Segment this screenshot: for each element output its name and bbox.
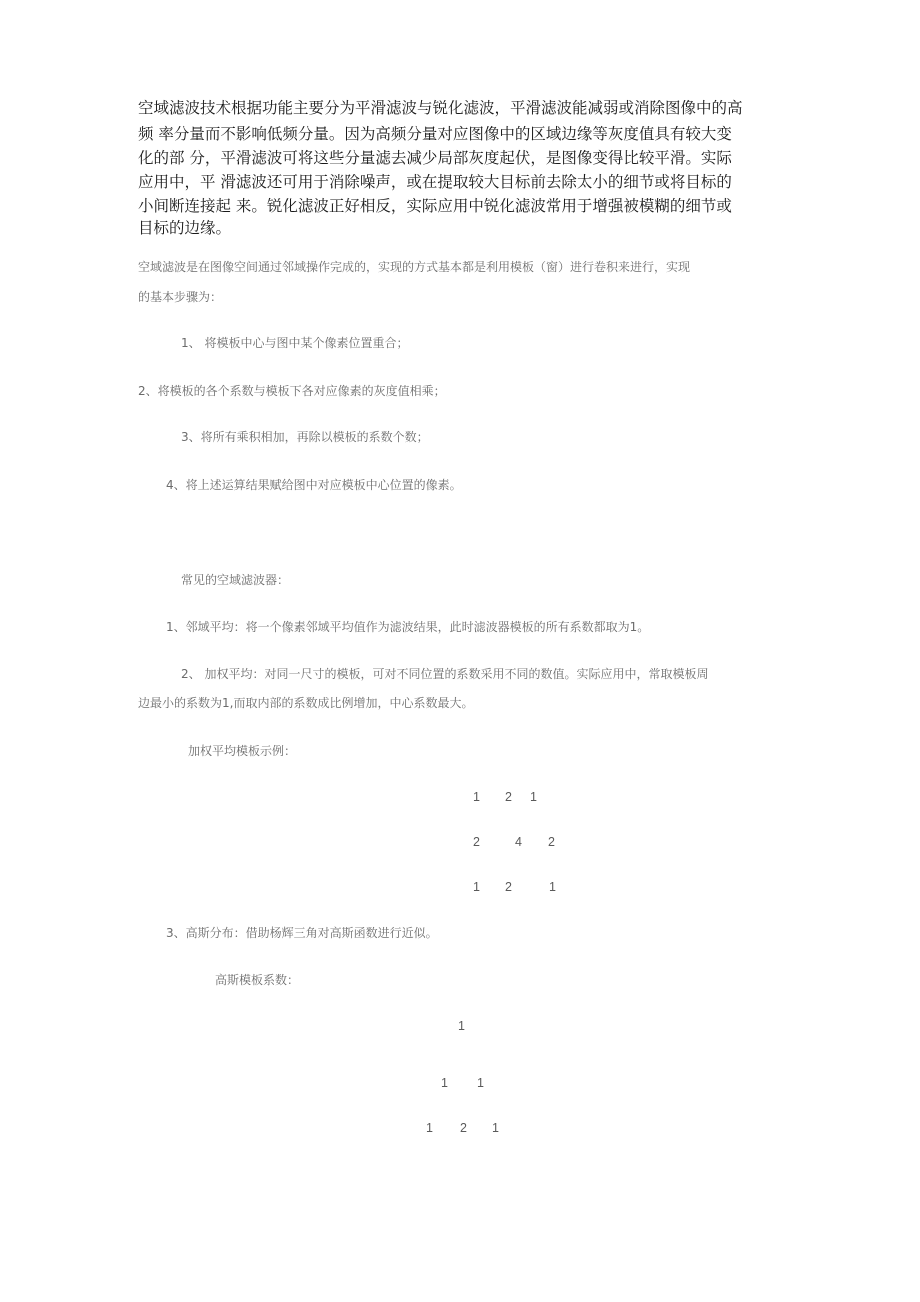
step-item: 2、将模板的各个系数与模板下各对应像素的灰度值相乘； — [138, 384, 446, 398]
matrix-cell: 2 — [505, 790, 512, 804]
filter-item-weighted: 2、 加权平均：对同一尺寸的模板，可对不同位置的系数采用不同的数值。实际应用中，常取模板周 — [181, 667, 709, 681]
intro-line: 化的部 分，平滑滤波可将这些分量滤去减少局部灰度起伏，是图像变得比较平滑。实际 — [138, 149, 732, 167]
triangle-cell: 1 — [426, 1121, 433, 1135]
matrix-cell: 1 — [473, 880, 480, 894]
method-line: 空域滤波是在图像空间通过邻域操作完成的，实现的方式基本都是利用模板（窗）进行卷积来进行，实现 — [138, 260, 691, 274]
intro-line: 频 率分量而不影响低频分量。因为高频分量对应图像中的区域边缘等灰度值具有较大变 — [138, 125, 732, 143]
gaussian-template-caption: 高斯模板系数： — [215, 973, 300, 987]
filter-item-weighted-cont: 边最小的系数为1,而取内部的系数成比例增加，中心系数最大。 — [138, 696, 474, 710]
method-line: 的基本步骤为： — [138, 290, 223, 304]
weighted-template-caption: 加权平均模板示例： — [188, 744, 297, 758]
matrix-cell: 2 — [473, 835, 480, 849]
triangle-cell: 2 — [460, 1121, 467, 1135]
triangle-cell: 1 — [458, 1019, 465, 1033]
filter-item-mean: 1、邻域平均：将一个像素邻域平均值作为滤波结果，此时滤波器模板的所有系数都取为1。 — [166, 620, 650, 634]
triangle-cell: 1 — [477, 1076, 484, 1090]
step-item: 1、 将模板中心与图中某个像素位置重合； — [181, 336, 409, 350]
matrix-cell: 2 — [505, 880, 512, 894]
matrix-cell: 1 — [530, 790, 537, 804]
intro-line: 应用中，平 滑滤波还可用于消除噪声，或在提取较大目标前去除太小的细节或将目标的 — [138, 173, 732, 191]
triangle-cell: 1 — [492, 1121, 499, 1135]
filters-heading: 常见的空域滤波器： — [181, 573, 290, 587]
intro-line: 空域滤波技术根据功能主要分为平滑滤波与锐化滤波，平滑滤波能减弱或消除图像中的高 — [138, 99, 743, 117]
intro-line: 小间断连接起 来。锐化滤波正好相反，实际应用中锐化滤波常用于增强被模糊的细节或 — [138, 197, 732, 215]
matrix-cell: 2 — [548, 835, 555, 849]
intro-line: 目标的边缘。 — [138, 219, 232, 237]
matrix-cell: 1 — [473, 790, 480, 804]
step-item: 3、将所有乘积相加，再除以模板的系数个数； — [181, 430, 429, 444]
matrix-cell: 1 — [549, 880, 556, 894]
filter-item-gaussian: 3、高斯分布：借助杨辉三角对高斯函数进行近似。 — [166, 926, 438, 940]
triangle-cell: 1 — [441, 1076, 448, 1090]
step-item: 4、将上述运算结果赋给图中对应模板中心位置的像素。 — [166, 478, 462, 492]
matrix-cell: 4 — [515, 835, 522, 849]
